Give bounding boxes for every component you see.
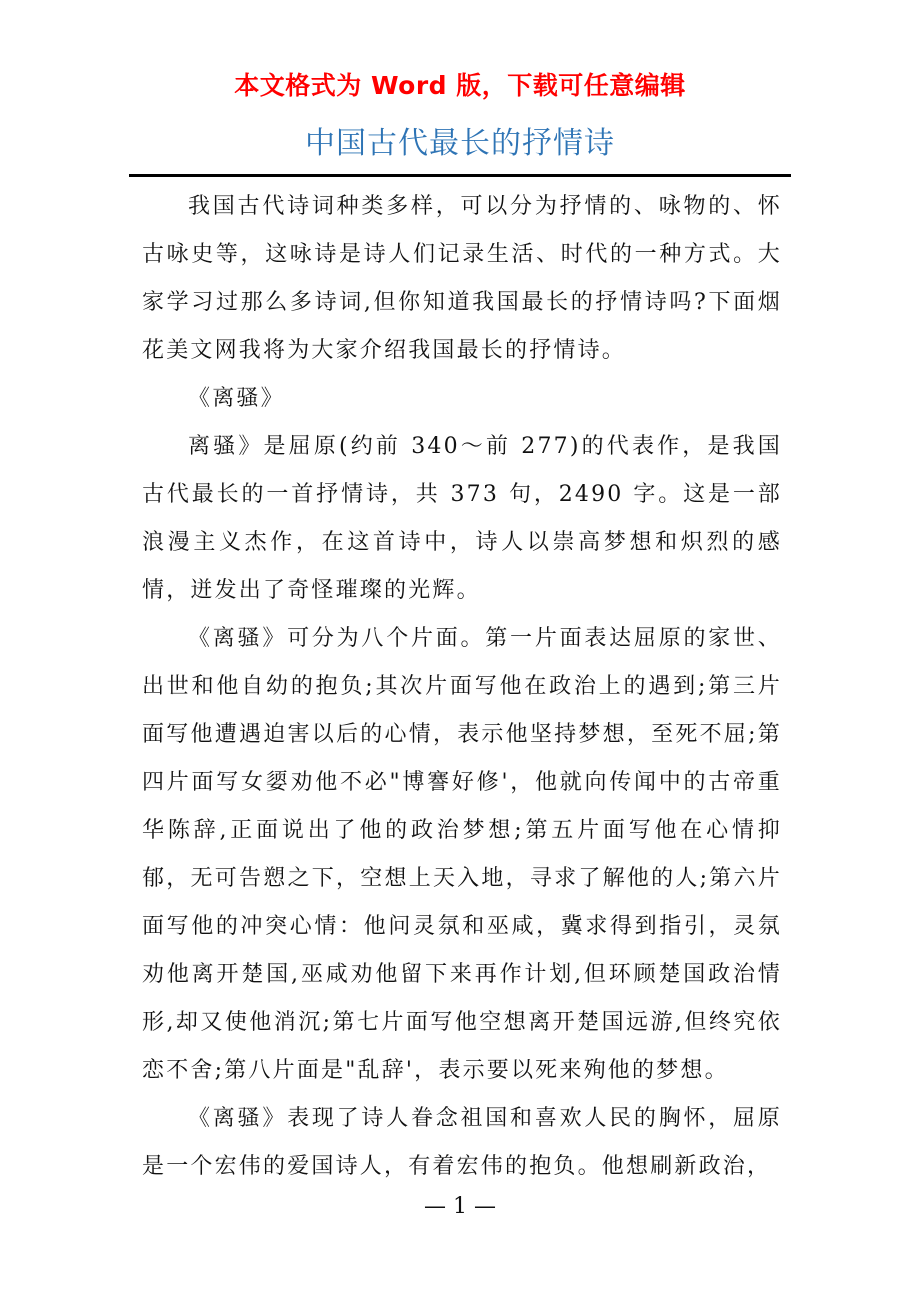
section-heading-lisao: 《离骚》: [188, 386, 285, 411]
paragraph-lisao-structure: 《离骚》可分为八个片面。第一片面表达屈原的家世、出世和他自幼的抱负;其次片面写他在政治上的遇到;第三片面写他遭遇迫害以后的心情，表示他坚持梦想，至死不屈;第四片面写女媭劝他不必"博謇好修'，他就向传闻中的古帝重华陈辞,正面说出了他的政治梦想;第五片面写他在心情抑郁，无可告愬之下，空想上天入地，寻求了解他的人;第六片面写他的冲突心情：他问灵氛和巫咸，冀求得到指引，灵氛劝他离开楚国,巫咸劝他留下来再作计划,但环顾楚国政治情形,却又使他消沉;第七片面写他空想离开楚国远游,但终究依恋不舍;第八片面是"乱辞'，表示要以死来殉他的梦想。: [142, 626, 782, 1083]
paragraph-lisao-overview: 离骚》是屈原(约前 340～前 277)的代表作，是我国古代最长的一首抒情诗，共 373 句，2490 字。这是一部浪漫主义杰作，在这首诗中，诗人以崇高梦想和炽烈的感情，迸发出了奇怪璀璨的光辉。: [142, 434, 782, 603]
paragraph-lisao-theme: 《离骚》表现了诗人眷念祖国和喜欢人民的胸怀，屈原是一个宏伟的爱国诗人，有着宏伟的抱负。他想刷新政治，: [142, 1106, 782, 1179]
paragraph-intro: 我国古代诗词种类多样，可以分为抒情的、咏物的、怀古咏史等，这咏诗是诗人们记录生活、时代的一种方式。大家学习过那么多诗词,但你知道我国最长的抒情诗吗?下面烟花美文网我将为大家介绍我国最长的抒情诗。: [142, 194, 782, 363]
document-title: 中国古代最长的抒情诗: [305, 126, 615, 161]
format-notice: 本文格式为 Word 版，下载可任意编辑: [234, 71, 686, 100]
title-divider: [129, 174, 791, 177]
document-body: [142, 183, 782, 1191]
page-number: — 1 —: [424, 1194, 496, 1219]
